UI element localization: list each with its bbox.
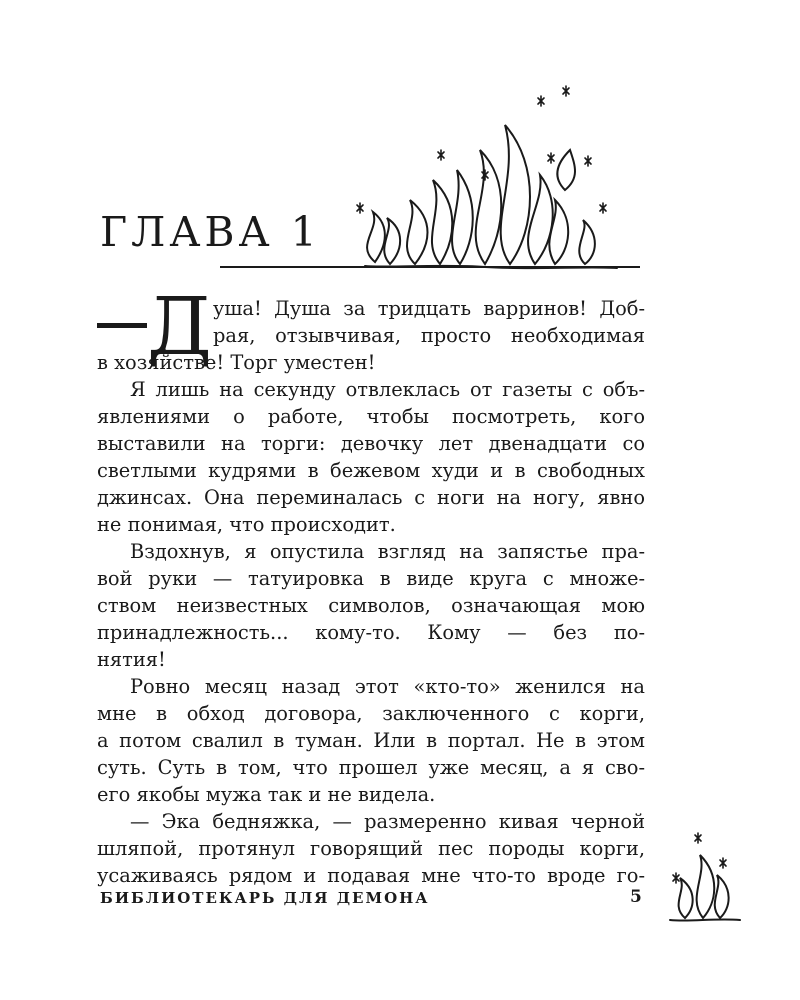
- text-line: мне в обход договора, заключенного с корги,: [97, 702, 645, 725]
- chapter-title: ГЛАВА 1: [100, 208, 321, 256]
- text-line: нятия!: [97, 648, 166, 671]
- paragraph-1: [97, 280, 645, 376]
- drop-cap-letter: Д: [147, 280, 213, 373]
- text-line: джинсах. Она переминалась с ноги на ногу, явно: [97, 486, 645, 509]
- page-number: 5: [630, 887, 642, 907]
- text-line: усаживаясь рядом и подавая мне что-то вроде го-: [97, 864, 645, 887]
- text-line: его якобы мужа так и не видела.: [97, 783, 436, 806]
- paragraph-5: [97, 808, 645, 889]
- text-line: шляпой, протянул говорящий пес породы корги,: [97, 837, 645, 860]
- paragraph-4: [97, 673, 645, 808]
- text-line: Вздохнув, я опустила взгляд на запястье пра-: [130, 540, 645, 563]
- paragraph-2: [97, 376, 645, 538]
- text-line: выставили на торги: девочку лет двенадцати со: [97, 432, 645, 455]
- text-line: вой руки — татуировка в виде круга с множе-: [97, 567, 645, 590]
- text-line: ством неизвестных символов, означающая мою: [97, 594, 645, 617]
- text-line: Я лишь на секунду отвлеклась от газеты с объ-: [130, 378, 645, 401]
- text-line: явлениями о работе, чтобы посмотреть, кого: [97, 405, 645, 428]
- chapter-body: [97, 280, 645, 889]
- paragraph-3: [97, 538, 645, 673]
- text-line: суть. Суть в том, что прошел уже месяц, а я сво-: [97, 756, 645, 779]
- text-line: рая, отзывчивая, просто необходимая: [213, 324, 645, 347]
- text-line: а потом свалил в туман. Или в портал. Не в этом: [97, 729, 645, 752]
- fire-illustration-icon: [345, 80, 625, 270]
- text-line: — Эка бедняжка, — размеренно кивая черной: [130, 810, 645, 833]
- running-footer-title: БИБЛИОТЕКАРЬ ДЛЯ ДЕМОНА: [100, 889, 430, 907]
- small-fire-illustration-icon: [665, 830, 745, 925]
- text-line: принадлежность... кому-то. Кому — без по-: [97, 621, 645, 644]
- text-line: светлыми кудрями в бежевом худи и в свободных: [97, 459, 645, 482]
- text-line: Ровно месяц назад этот «кто-то» женился на: [130, 675, 645, 698]
- text-line: уша! Душа за тридцать варринов! Доб-: [213, 297, 645, 320]
- text-line: в хозяйстве! Торг уместен!: [97, 351, 376, 374]
- text-line: не понимая, что происходит.: [97, 513, 396, 536]
